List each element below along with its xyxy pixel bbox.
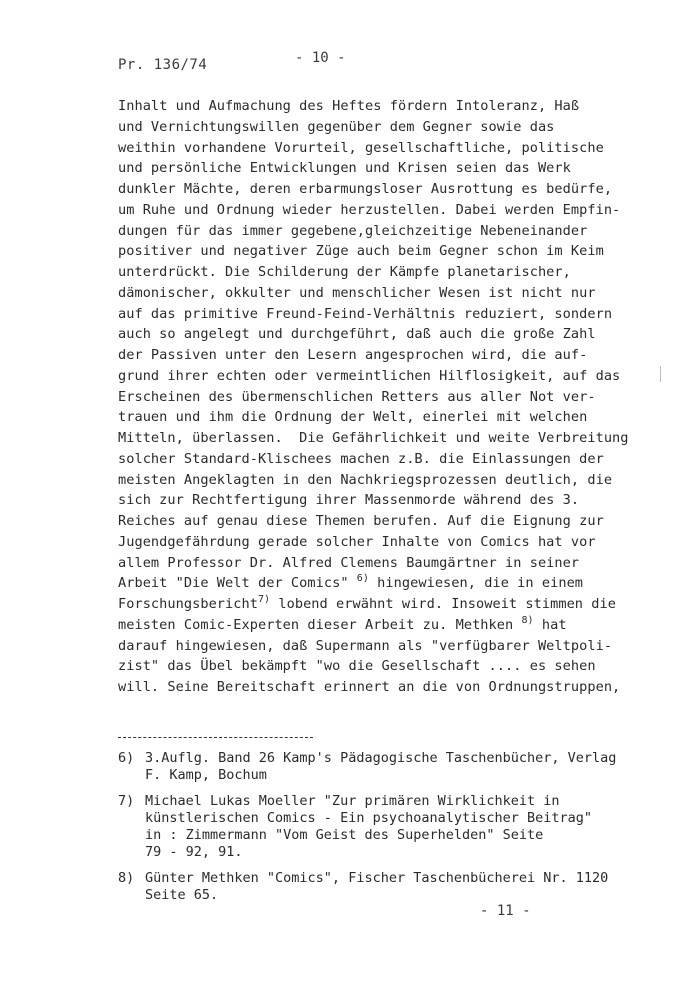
body-line: grund ihrer echten oder vermeintlichen Hilflosigkeit, auf das [118,367,621,384]
body-line: weithin vorhandene Vorurteil, gesellschaftliche, politische [118,139,604,156]
page-number: - 10 - [295,50,346,66]
margin-mark [660,366,661,382]
body-line [118,573,658,594]
body-line: und persönliche Entwicklungen und Krisen seien das Werk [118,160,571,177]
body-line: darauf hingewiesen, daß Supermann als "verfügbarer Weltpoli- [118,637,613,654]
footnote-marker: 8) [521,614,534,626]
body-line: auch so angelegt und durchgeführt, daß auch die große Zahl [118,326,596,343]
footnote-number: 8) [118,870,135,886]
footnote-item [118,750,658,784]
body-line: solcher Standard-Klischees machen z.B. die Einlassungen der [118,450,604,467]
body-line [118,615,658,636]
footnote-separator [118,737,313,738]
body-line: allem Professor Dr. Alfred Clemens Baumgärtner in seiner [118,554,580,571]
body-line: positiver und negativer Züge auch beim Gegner schon im Keim [118,243,604,260]
body-line: dungen für das immer gegebene,gleichzeitige Nebeneinander [118,222,588,239]
body-line: Jugendgefährdung gerade solcher Inhalte von Comics hat vor [118,533,596,550]
body-line: unterdrückt. Die Schilderung der Kämpfe planetarischer, [118,264,571,280]
footnote-text: 3.Auflg. Band 26 Kamp's Pädagogische Taschenbücher, Verlag F. Kamp, Bochum [145,750,617,783]
body-line: zist" das Übel bekämpft "wo die Gesellschaft .... es sehen [118,658,596,675]
body-line: Mitteln, überlassen. Die Gefährlichkeit und weite Verbreitung [118,430,629,446]
footnote-text: Michael Lukas Moeller "Zur primären Wirklichkeit in künstlerischen Comics - Ein psychoanalytischer Beitrag" in : Zimmermann "Vom Geist des Superhelden" Seite 79 - 92, 91. [145,793,593,860]
body-line: Reiches auf genau diese Themen berufen. Auf die Eignung zur [118,513,604,529]
footnote-text: Günter Methken "Comics", Fischer Taschenbücherei Nr. 1120 Seite 65. [145,870,609,903]
body-line: dunkler Mächte, deren erbarmungsloser Ausrottung es bedürfe, [118,181,613,197]
footnote-number: 7) [118,793,135,809]
footnote-number: 6) [118,750,135,766]
text-segment: lobend erwähnt wird. Insoweit stimmen die [270,596,616,612]
text-segment: hingewiesen, die in einem [368,575,584,592]
body-line: sich zur Rechtfertigung ihrer Massenmorde während des 3. [118,492,580,509]
body-line: der Passiven unter den Lesern angesprochen wird, die auf- [118,347,588,363]
footnote-item [118,793,658,861]
body-line: und Vernichtungswillen gegenüber dem Gegner sowie das [118,118,555,135]
footnote-item [118,870,658,904]
next-page-number: - 11 - [480,903,531,919]
body-line: Inhalt und Aufmachung des Heftes fördern Intoleranz, Haß [118,98,580,114]
body-line: meisten Angeklagten in den Nachkriegsprozessen deutlich, die [118,471,613,488]
text-segment: Forschungsbericht [118,596,258,612]
body-line: auf das primitive Freund-Feind-Verhältnis reduziert, sondern [118,305,613,322]
document-reference: Pr. 136/74 [118,57,208,73]
body-line: Erscheinen des übermenschlichen Retters aus aller Not ver- [118,388,596,405]
body-line [118,594,658,615]
footnotes [118,750,658,913]
body-line: um Ruhe und Ordnung wieder herzustellen. Dabei werden Empfin- [118,201,621,218]
body-line: trauen und ihm die Ordnung der Welt, einerlei mit welchen [118,409,588,426]
footnote-marker: 6) [356,573,369,585]
body-line: will. Seine Bereitschaft erinnert an die von Ordnungstruppen, [118,679,621,695]
text-segment: hat [533,616,567,633]
text-segment: Arbeit "Die Welt der Comics" [118,575,357,592]
text-segment: meisten Comic-Experten dieser Arbeit zu. Methken [118,616,522,633]
footnote-marker: 7) [257,594,271,605]
body-line: dämonischer, okkulter und menschlicher Wesen ist nicht nur [118,284,596,301]
body-text [118,96,658,698]
